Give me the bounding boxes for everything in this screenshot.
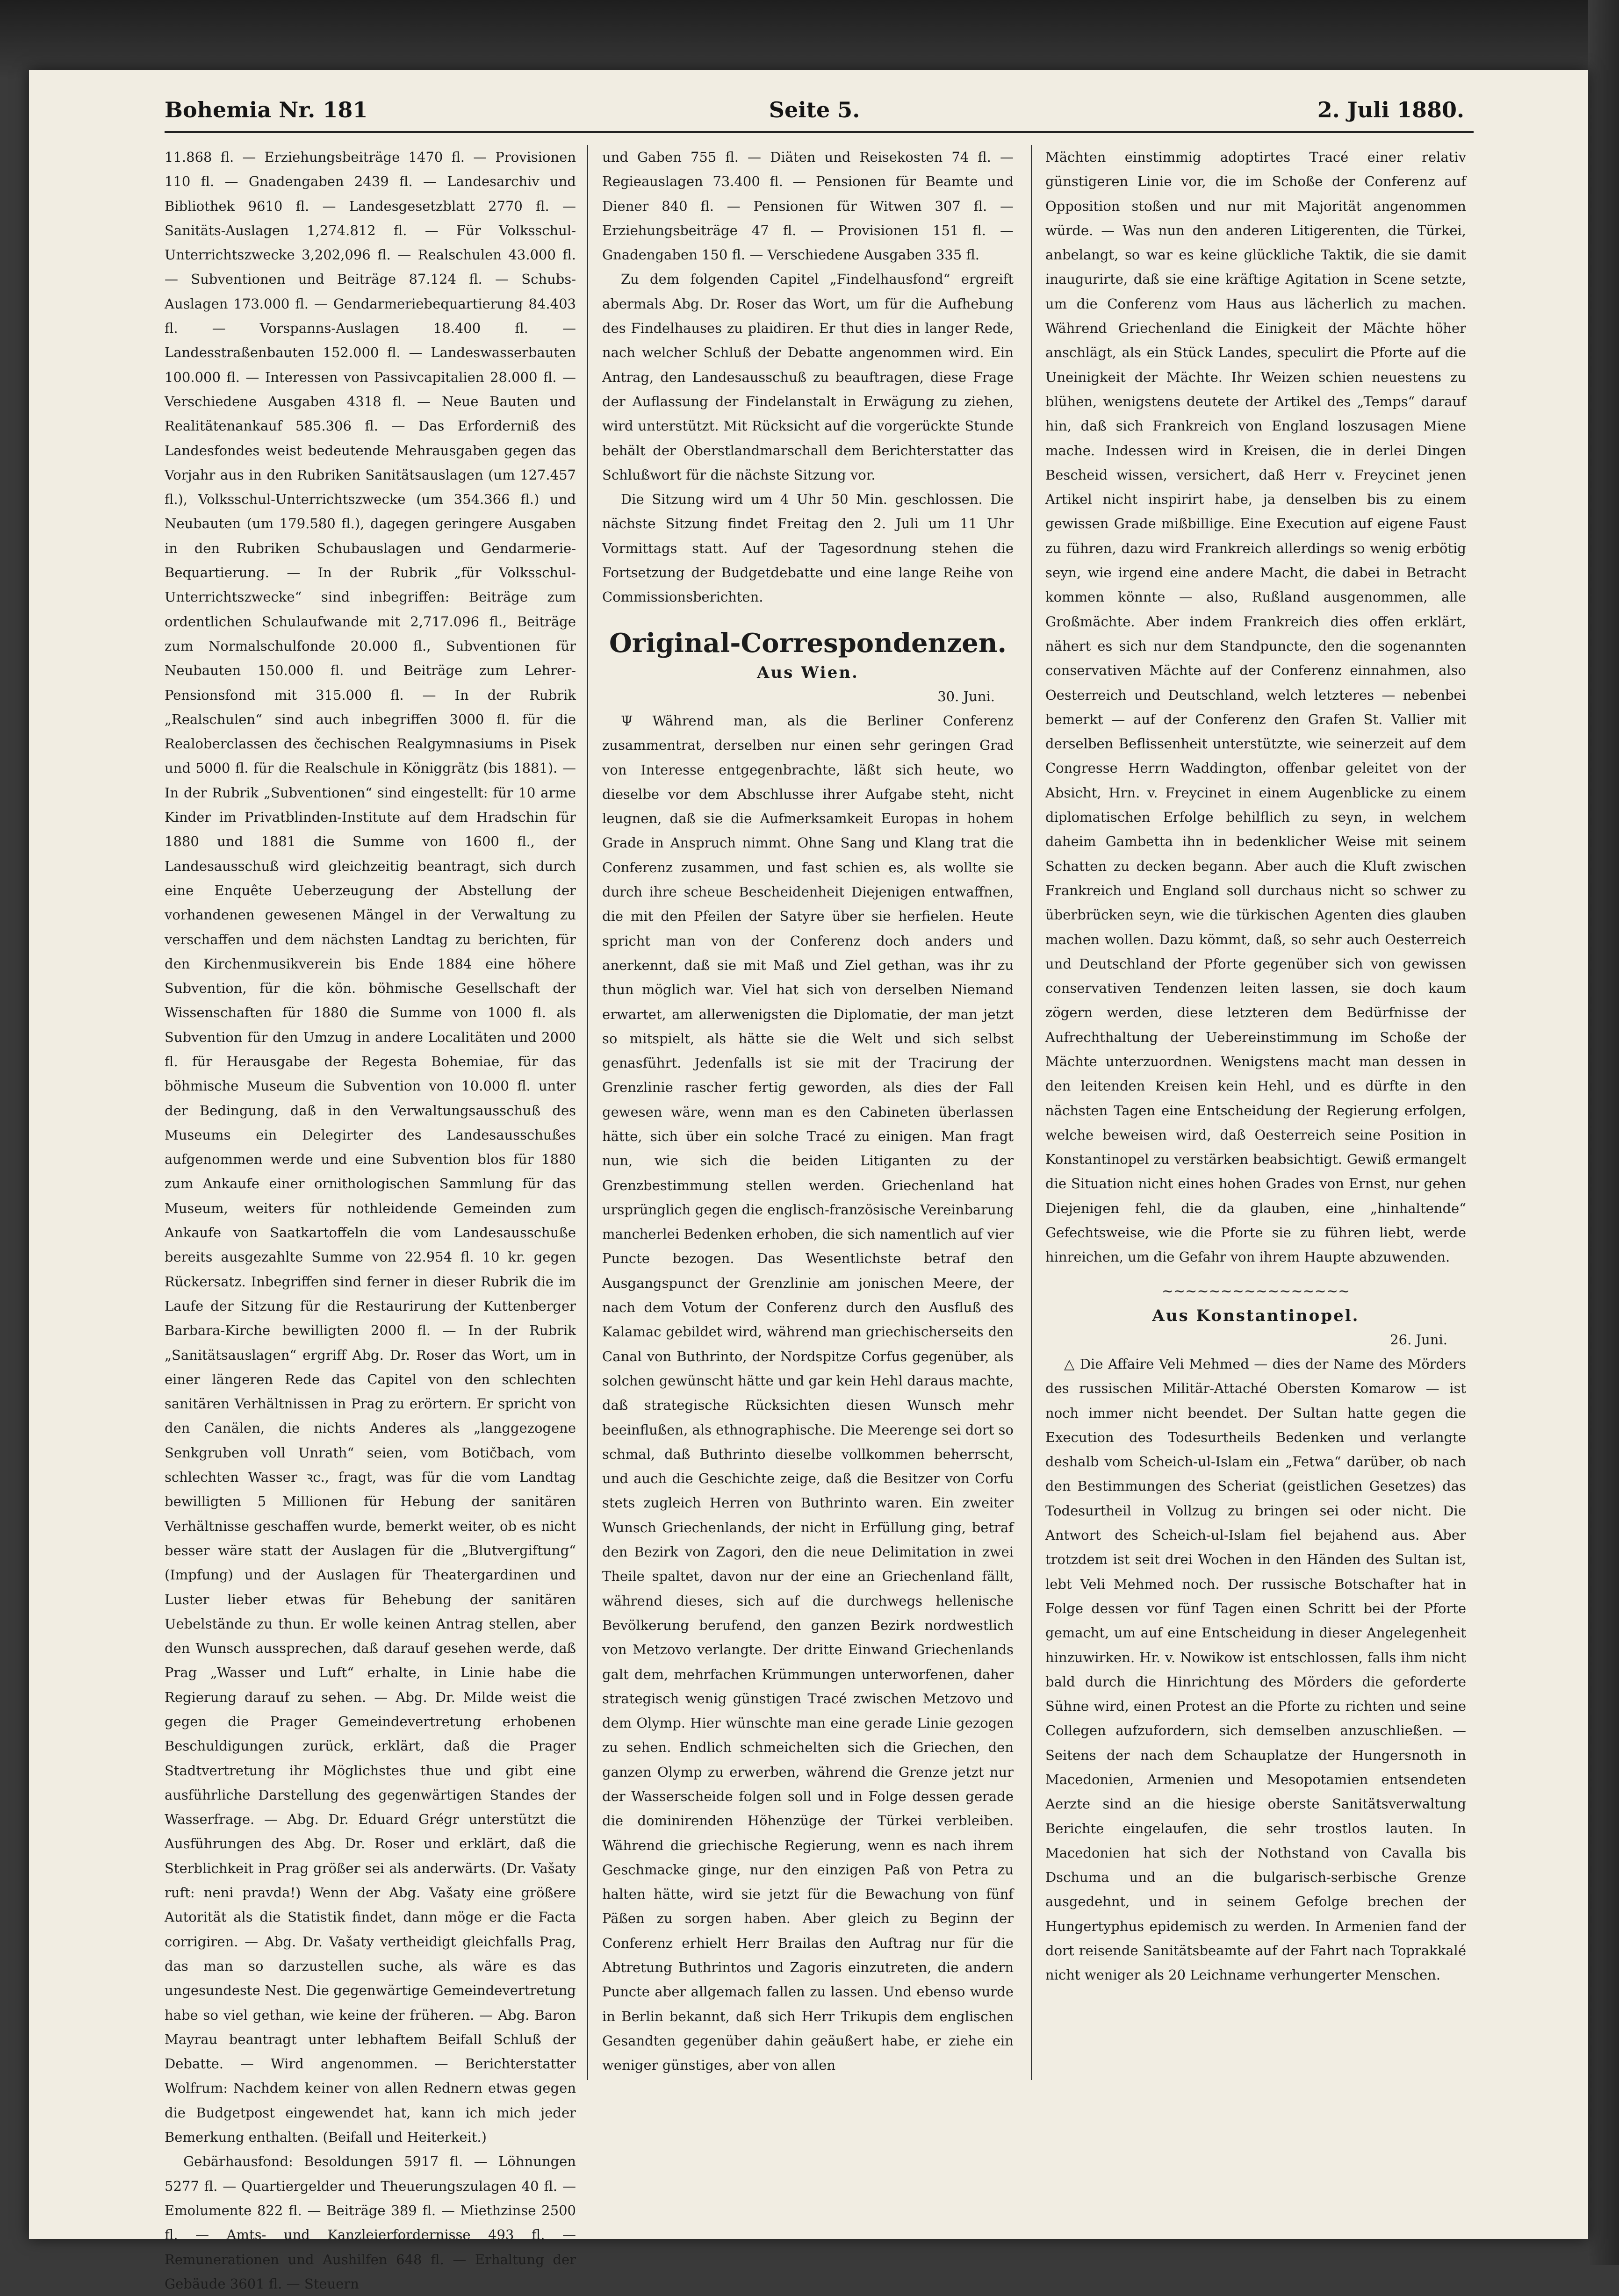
section-title: Original-Correspondenzen.: [609, 627, 1007, 659]
dateline-place: Aus Wien.: [757, 663, 859, 682]
dateline-date: 30. Juni.: [937, 688, 995, 704]
scan-background: [0, 0, 1619, 79]
article-text: Ψ Während man, als die Berliner Conferenz zusammentrat, derselben nur einen sehr geringen Grad von Interesse entgegenbrachte, läßt sich heute, wo dieselbe vor dem Abschlusse ihrer Aufgabe steht, nicht leugnen, daß sie die Aufmerksamkeit Europas in hohem Grade in Anspruch nimmt. Ohne Sang und Klang trat die Conferenz zusammen, und fast schien es, als wollte sie durch ihre scheue Bescheidenheit Diejenigen entwaffnen, die mit den Pfeilen der Satyre über sie herfielen. Heute spricht man von der Conferenz doch anders und anerkennt, daß sie mit Maß und Ziel gethan, was ihr zu thun möglich war. Viel hat sich von derselben Niemand erwartet, am allerwenigsten die Diplomatie, der man jetzt so mitspielt, als hätte sie die Welt und sich selbst genasführt. Jedenfalls ist sie mit der Tracirung der Grenzlinie rascher fertig geworden, als dies der Fall gewesen wäre, wenn man es den Cabineten überlassen hätte, sich über ein solche Tracé zu einigen. Man fragt nun, wie sich die beiden Litiganten zu der Grenzbestimmung stellen werden. Griechenland hat ursprünglich gegen die englisch-französische Vereinbarung mancherlei Bedenken erhoben, die sich namentlich auf vier Puncte bezogen. Das Wesentlichste betraf den Ausgangspunct der Grenzlinie am jonischen Meere, der nach dem Votum der Conferenz durch den Ausfluß des Kalamac gebildet wird, während man griechischerseits den Canal von Buthrinto, der Nordspitze Corfus gegenüber, als solchen gewünscht hätte und gar kein Hehl daraus machte, daß strategische Rücksichten diesen Wunsch mehr beeinflußen, als ethnographische. Die Meerenge sei dort so schmal, daß Buthrinto dieselbe vollkommen beherrscht, und auch die Geschichte zeige, daß die Besitzer von Corfu stets zugleich Herren von Buthrinto waren. Ein zweiter Wunsch Griechenlands, der nicht in Erfüllung ging, betraf den Bezirk von Zagori, den die neue Delimitation in zwei Theile spaltet, davon nur der eine an Griechenland fällt, während dieses, sich auf die durchwegs hellenische Bevölkerung berufend, den ganzen Bezirk nordwestlich von Metzovo verlangte. Der dritte Einwand Griechenlands galt dem, mehrfachen Krümmungen unterworfenen, daher strategisch wenig günstigen Tracé zwischen Metzovo und dem Olymp. Hier wünschte man eine gerade Linie gezogen zu sehen. Endlich schmeichelten sich die Griechen, den ganzen Olymp zu erwerben, während die Grenze jetzt nur der Wasserscheide folgen soll und in Folge dessen gerade die dominirenden Höhenzüge der Türkei verbleiben. Während die griechische Regierung, wenn es nach ihrem Geschmacke ginge, nur den einzigen Paß von Petra zu halten hätte, wird sie jetzt für die Bewachung von fünf Päßen zu sorgen haben. Aber gleich zu Beginn der Conferenz erhielt Herr Brailas den Auftrag nur für die Abtretung Buthrintos und Zagoris einzutreten, die andern Puncte aber allgemach fallen zu lassen. Und ebenso wurde in Berlin bekannt, daß sich Herr Trikupis dem englischen Gesandten gegenüber dahin geäußert habe, er ziehe ein weniger günstiges, aber von allen: [602, 712, 1014, 2074]
article-divider: ~~~~~~~~~~~~~~~~: [1161, 1283, 1350, 1299]
header-page-number: Seite 5.: [769, 97, 860, 122]
dateline-date: 26. Juni.: [1390, 1331, 1447, 1348]
column-2: [602, 145, 1014, 2075]
paragraph: und Gaben 755 fl. — Diäten und Reisekosten 74 fl. — Regieauslagen 73.400 fl. — Pensionen für Beamte und Diener 840 fl. — Pensionen für Witwen 307 fl. — Erziehungsbeiträge 47 fl. — Provisionen 151 fl. — Gnadengaben 150 fl. — Verschiedene Ausgaben 335 fl.: [602, 149, 1014, 263]
scan-margin: [1588, 0, 1619, 2265]
column-1: [165, 145, 576, 2292]
dateline-place: Aus Konstantinopel.: [1152, 1306, 1360, 1325]
article-text: △ Die Affaire Veli Mehmed — dies der Name des Mörders des russischen Militär-Attaché Obersten Komarow — ist noch immer nicht beendet. Der Sultan hatte gegen die Execution des Todesurtheils Bedenken und verlangte deshalb vom Scheich-ul-Islam ein „Fetwa“ darüber, ob nach den Bestimmungen des Scheriat (geistlichen Gesetzes) das Todesurtheil in Vollzug zu bringen sei oder nicht. Die Antwort des Scheich-ul-Islam fiel bejahend aus. Aber trotzdem ist seit drei Wochen in den Händen des Sultan ist, lebt Veli Mehmed noch. Der russische Botschafter hat in Folge dessen vor fünf Tagen einen Schritt bei der Pforte gemacht, um auf eine Entscheidung in dieser Angelegenheit hinzuwirken. Hr. v. Nowikow ist entschlossen, falls ihm nicht bald durch die Hinrichtung des Mörders die geforderte Sühne wird, einen Protest an die Pforte zu richten und seine Collegen aufzufordern, sich demselben anzuschließen. — Seitens der nach dem Schauplatze der Hungersnoth in Macedonien, Armenien und Mesopotamien entsendeten Aerzte sind an die hiesige oberste Sanitätsverwaltung Berichte eingelaufen, die sehr trostlos lauten. In Macedonien hat sich der Nothstand von Cavalla bis Dschuma und an die bulgarisch-serbische Grenze ausgedehnt, und in seinem Gefolge brechen der Hungertyphus epidemisch zu werden. In Armenien fand der dort reisende Sanitätsbeamte auf der Fahrt nach Toprakkalé nicht weniger als 20 Leichname verhungerter Menschen.: [1045, 1356, 1466, 1983]
paragraph: Die Sitzung wird um 4 Uhr 50 Min. geschlossen. Die nächste Sitzung findet Freitag den 2. Juli um 11 Uhr Vormittags statt. Auf der Tagesordnung stehen die Fortsetzung der Budgetdebatte und eine lange Reihe von Commissionsberichten.: [602, 491, 1014, 605]
header-date: 2. Juli 1880.: [1317, 97, 1464, 122]
paragraph: Zu dem folgenden Capitel „Findelhausfond“ ergreift abermals Abg. Dr. Roser das Wort, um für die Aufhebung des Findelhauses zu plaidiren. Er thut dies in langer Rede, nach welcher Schluß der Debatte angenommen wird. Ein Antrag, den Landesausschuß zu beauftragen, diese Frage der Auflassung der Findelanstalt in Erwägung zu ziehen, wird unterstützt. Mit Rücksicht auf die vorgerückte Stunde behält der Oberstlandmarschall dem Berichterstatter das Schlußwort für die nächste Sitzung vor.: [602, 271, 1014, 483]
paragraph: 11.868 fl. — Erziehungsbeiträge 1470 fl. — Provisionen 110 fl. — Gnadengaben 2439 fl. — Landesarchiv und Bibliothek 9610 fl. — Landesgesetzblatt 2770 fl. — Sanitäts-Auslagen 1,274.812 fl. — Für Volksschul-Unterrichtszwecke 3,202,096 fl. — Realschulen 43.000 fl. — Subventionen und Beiträge 87.124 fl. — Schubs-Auslagen 173.000 fl. — Gendarmeriebequartierung 84.403 fl. — Vorspanns-Auslagen 18.400 fl. — Landesstraßenbauten 152.000 fl. — Landeswasserbauten 100.000 fl. — Interessen von Passivcapitalien 28.000 fl. — Verschiedene Ausgaben 4318 fl. — Neue Bauten und Realitätenankauf 585.306 fl. — Das Erforderniß des Landesfondes weist bedeutende Mehrausgaben gegen das Vorjahr aus in den Rubriken Sanitätsauslagen (um 127.457 fl.), Volksschul-Unterrichtszwecke (um 354.366 fl.) und Neubauten (um 179.580 fl.), dagegen geringere Ausgaben in den Rubriken Schubauslagen und Gendarmerie-Bequartierung. — In der Rubrik „für Volksschul-Unterrichtszwecke“ sind inbegriffen: Beiträge zum ordentlichen Schulaufwande mit 2,717.096 fl., Beiträge zum Normalschulfonde 20.000 fl., Subventionen für Neubauten 150.000 fl. und Beiträge zum Lehrer-Pensionsfond mit 315.000 fl. — In der Rubrik „Realschulen“ sind auch inbegriffen 3000 fl. für die Realoberclassen des čechischen Realgymnasiums in Pisek und 5000 fl. für die Realschule in Königgrätz (bis 1881). — In der Rubrik „Subventionen“ sind eingestellt: für 10 arme Kinder im Privatblinden-Institute auf dem Hradschin für 1880 und 1881 die Summe von 1600 fl., der Landesausschuß wird gleichzeitig beantragt, sich durch eine Enquête Ueberzeugung der Abstellung der vorhandenen gewesenen Mängel in der Verwaltung zu verschaffen und dem nächsten Landtag zu berichten, für den Kirchenmusikverein bis Ende 1884 eine höhere Subvention, für die kön. böhmische Gesellschaft der Wissenschaften für 1880 die Summe von 1000 fl. als Subvention für den Umzug in andere Localitäten und 2000 fl. für Herausgabe der Regesta Bohemiae, für das böhmische Museum die Subvention von 10.000 fl. unter der Bedingung, daß in den Verwaltungsausschuß des Museums ein Delegirter des Landesausschußes aufgenommen werde und eine Subvention blos für 1880 zum Ankaufe einer ornithologischen Sammlung für das Museum, weiters für nothleidende Gemeinden zum Ankaufe von Saatkartoffeln die vom Landesausschuße bereits ausgezahlte Summe von 22.954 fl. 10 kr. gegen Rückersatz. Inbegriffen sind ferner in dieser Rubrik die im Laufe der Sitzung für die Restaurirung der Kuttenberger Barbara-Kirche bewilligten 2000 fl. — In der Rubrik „Sanitätsauslagen“ ergriff Abg. Dr. Roser das Wort, um in einer längeren Rede das Capitel von den schlechten sanitären Verhältnissen in Prag zu erörtern. Er spricht von den Canälen, die nichts Anderes als „langgezogene Senkgruben voll Unrath“ seien, vom Botičbach, vom schlechten Wasser ꝛc., fragt, was für die vom Landtag bewilligten 5 Millionen für Hebung der sanitären Verhältnisse geschaffen wurde, bemerkt weiter, ob es nicht besser wäre statt der Auslagen für die „Blutvergiftung“ (Impfung) und der Auslagen für Theatergardinen und Luster lieber etwas für Behebung der sanitären Uebelstände zu thun. Er wolle keinen Antrag stellen, aber den Wunsch aussprechen, daß darauf gesehen werde, daß Prag „Wasser und Luft“ erhalte, in Linie habe die Regierung darauf zu sehen. — Abg. Dr. Milde weist die gegen die Prager Gemeindevertretung erhobenen Beschuldigungen zurück, erklärt, daß die Prager Stadtvertretung ihr Möglichstes thue und gibt eine ausführliche Darstellung des gegenwärtigen Standes der Wasserfrage. — Abg. Dr. Eduard Grégr unterstützt die Ausführungen des Abg. Dr. Roser und erklärt, daß die Sterblichkeit in Prag größer sei als anderwärts. (Dr. Vašaty ruft: neni pravda!) Wenn der Abg. Vašaty eine größere Autorität als die Statistik findet, dann möge er die Facta corrigiren. — Abg. Dr. Vašaty vertheidigt gleichfalls Prag, das man so darzustellen suche, als wäre es das ungesundeste Nest. Die gegenwärtige Gemeindevertretung habe so viel gethan, wie keine der früheren. — Abg. Baron Mayrau beantragt unter lebhaftem Beifall Schluß der Debatte. — Wird angenommen. — Berichterstatter Wolfrum: Nachdem keiner von allen Rednern etwas gegen die Budgetpost eingewendet hat, kann ich mich jeder Bemerkung enthalten. (Beifall und Heiterkeit.): [165, 149, 576, 2145]
column-divider: [587, 145, 588, 2080]
header-newspaper-issue: Bohemia Nr. 181: [165, 97, 368, 122]
page-header: [165, 97, 1464, 131]
paragraph: Mächten einstimmig adoptirtes Tracé einer relativ günstigeren Linie vor, die im Schoße der Conferenz auf Opposition stoßen und nur mit Majorität angenommen würde. — Was nun den anderen Litigerenten, die Türkei, anbelangt, so war es keine glückliche Taktik, die sie damit inaugurirte, daß sie eine kräftige Agitation in Scene setzte, um die Conferenz vom Haus aus lächerlich zu machen. Während Griechenland die Einigkeit der Mächte höher anschlägt, als ein Stück Landes, speculirt die Pforte auf die Uneinigkeit der Mächte. Ihr Weizen schien neuestens zu blühen, wenigstens deutete der Artikel des „Temps“ darauf hin, daß sich Frankreich von England loszusagen Miene mache. Indessen wird in Kreisen, die in derlei Dingen Bescheid wissen, versichert, daß Herr v. Freycinet jenen Artikel nicht inspirirt habe, ja denselben bis zu einem gewissen Grade mißbillige. Eine Execution auf eigene Faust zu führen, dazu wird Frankreich allerdings so wenig erbötig seyn, wie irgend eine andere Macht, die dabei in Betracht kommen könnte — also, Rußland ausgenommen, alle Großmächte. Aber indem Frankreich dies offen erklärt, nähert es sich nur dem Standpuncte, den die sogenannten conservativen Mächte auf der Conferenz einnahmen, also Oesterreich und Deutschland, welch letzteres — nebenbei bemerkt — auf der Conferenz den Grafen St. Vallier mit derselben Beflissenheit unterstützte, wie seinerzeit auf dem Congresse Herrn Waddington, offenbar geleitet von der Absicht, Hrn. v. Freycinet in einem Augenblicke zu einem diplomatischen Erfolge behilflich zu seyn, in welchem daheim Gambetta ihn in bedenklicher Weise mit seinem Schatten zu decken begann. Aber auch die Kluft zwischen Frankreich und England soll durchaus nicht so schwer zu überbrücken seyn, wie die türkischen Agenten dies glauben machen wollen. Dazu kömmt, daß, so sehr auch Oesterreich und Deutschland der Pforte gegenüber sich von gewissen conservativen Tendenzen leiten lassen, sie doch kaum zögern werden, diese letzteren dem Bedürfnisse der Aufrechthaltung der Uebereinstimmung im Schoße der Mächte unterzuordnen. Wenigstens macht man dessen in den leitenden Kreisen kein Hehl, und es dürfte in den nächsten Tagen eine Entscheidung der Regierung erfolgen, welche beweisen wird, daß Oesterreich seine Position in Konstantinopel zu verstärken beabsichtigt. Gewiß ermangelt die Situation nicht eines hohen Grades von Ernst, nur gehen Diejenigen fehl, die da glauben, eine „hinhaltende“ Gefechtsweise, wie die Pforte sie zu führen liebt, werde hinreichen, um die Gefahr von ihrem Haupte abzuwenden.: [1045, 149, 1466, 1265]
column-divider: [1031, 145, 1032, 2080]
newspaper-page: [29, 70, 1588, 2292]
column-3: [1045, 145, 1466, 2075]
paragraph: Gebärhausfond: Besoldungen 5917 fl. — Löhnungen 5277 fl. — Quartiergelder und Theuerungszulagen 40 fl. — Emolumente 822 fl. — Beiträge 389 fl. — Miethzinse 2500 fl. — Amts- und Kanzleierfordernisse 493 fl. — Remunerationen und Aushilfen 648 fl. — Erhaltung der Gebäude 3601 fl. — Steuern: [165, 2153, 576, 2292]
header-rule: [165, 131, 1474, 133]
